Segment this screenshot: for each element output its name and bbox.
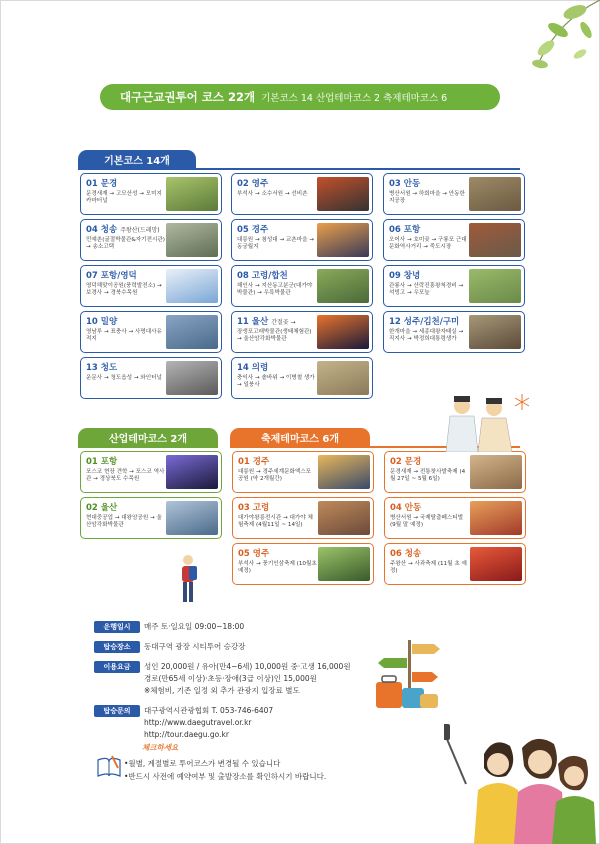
course-photo xyxy=(318,547,370,581)
basic-course-card xyxy=(383,265,525,307)
course-description: 부석사 → 소수서원 → 선비촌 xyxy=(237,191,308,197)
basic-course-card xyxy=(383,219,525,261)
course-title xyxy=(237,223,317,235)
industry-course-card xyxy=(80,497,222,539)
course-photo xyxy=(318,501,370,535)
fare-label: 이용요금 xyxy=(94,661,140,673)
basic-course-card xyxy=(383,173,525,215)
course-title-text: 01 포항 xyxy=(86,457,118,467)
course-description: 민예촌(굴절박물관&자기전시관) → 송소고택 xyxy=(86,237,165,250)
fare-line: ※체험비, 기존 일정 외 추가 관광지 입장료 별도 xyxy=(144,686,300,695)
course-title-text: 01 문경 xyxy=(86,179,118,189)
course-title xyxy=(86,315,166,327)
course-card-text xyxy=(390,501,470,529)
header-banner xyxy=(100,84,500,110)
schedule-text: 매주 토·일요일 09:00~18:00 xyxy=(144,622,245,631)
section-industry-divider xyxy=(78,446,218,448)
course-title-text: 10 밀양 xyxy=(86,317,118,327)
course-card-text xyxy=(86,177,166,205)
course-photo xyxy=(317,177,369,211)
course-photo xyxy=(317,361,369,395)
course-card-text xyxy=(237,223,317,251)
banner-title: 대구근교권투어 코스 22개 xyxy=(120,90,256,104)
leaves-illustration xyxy=(480,0,600,90)
course-photo xyxy=(470,501,522,535)
course-title xyxy=(86,361,166,373)
festival-course-card xyxy=(384,497,526,539)
course-photo xyxy=(470,547,522,581)
course-description: 현대중공업 → 대왕암공원 → 울산암각화박물관 xyxy=(86,515,162,528)
fare-line: 성인 20,000원 / 유아(만4~6세) 10,000원 중·고생 16,000원 xyxy=(144,662,351,671)
course-title-sub: 간절곶 → xyxy=(271,319,296,326)
course-description: 부석사 → 풍기인삼축제 (10월초 예정) xyxy=(238,561,317,574)
course-photo xyxy=(470,455,522,489)
course-description: 영덕해맞이공원(풍력발전소) → 보경사 → 경북수목원 xyxy=(86,283,162,296)
course-description: 병산서원 → 국제탈춤페스티벌 (9월 말 예정) xyxy=(390,515,464,528)
course-title xyxy=(86,501,166,513)
course-description: 주왕산 → 사과축제 (11월 초 예정) xyxy=(390,561,467,574)
contact-url[interactable]: http://www.daegutravel.or.kr xyxy=(144,718,252,727)
course-title xyxy=(86,177,166,189)
industry-course-card xyxy=(80,451,222,493)
course-title xyxy=(237,361,317,373)
course-title xyxy=(237,269,317,281)
boarding-text: 동대구역 광장 시티투어 승강장 xyxy=(144,642,246,651)
course-photo xyxy=(469,177,521,211)
course-card-text xyxy=(237,315,317,343)
festival-course-card xyxy=(384,451,526,493)
course-card-text xyxy=(389,177,469,205)
course-photo xyxy=(166,177,218,211)
contact-line: 대구광역시관광협회 T. 053-746-6407 xyxy=(144,706,274,715)
section-basic-header: 기본코스 14개 xyxy=(78,150,196,168)
course-title-sub: 주왕산(드레망) xyxy=(120,227,160,234)
course-title-text: 14 의령 xyxy=(237,363,269,373)
basic-course-card xyxy=(383,311,525,353)
course-description: 관룡사 → 산락진흥왕척경비 → 석빙고 → 우포늪 xyxy=(389,283,464,296)
course-title xyxy=(237,177,317,189)
course-description: 충익사 → 솥바위 → 이병철 생가 → 일붕사 xyxy=(237,375,315,388)
schedule-label: 운행일시 xyxy=(94,621,140,633)
notes-title: 체크하세요 xyxy=(142,743,179,752)
basic-course-card xyxy=(231,173,373,215)
course-card-text xyxy=(389,223,469,251)
course-description: 포스코 현장 견학 → 포스코 역사관 → 경상북도 수목원 xyxy=(86,469,165,482)
contact-url[interactable]: http://tour.daegu.go.kr xyxy=(144,730,229,739)
course-card-text xyxy=(86,223,166,251)
basic-course-card xyxy=(80,265,222,307)
course-card-text xyxy=(237,361,317,389)
course-card-text xyxy=(86,501,166,529)
course-card-text xyxy=(389,315,469,343)
course-title-text: 06 포항 xyxy=(389,225,421,235)
basic-course-card xyxy=(80,173,222,215)
section-basic-divider xyxy=(78,168,520,170)
course-description: 장생포고래박물관(생태체험관) → 울산암각화박물관 xyxy=(237,329,312,342)
course-card-text xyxy=(86,455,166,483)
course-card-text xyxy=(389,269,469,297)
course-title xyxy=(238,501,318,513)
course-title-text: 04 청송 xyxy=(86,225,118,235)
course-title-text: 09 창녕 xyxy=(389,271,421,281)
festival-course-card xyxy=(232,497,374,539)
basic-course-card xyxy=(231,265,373,307)
course-photo xyxy=(166,223,218,257)
course-title xyxy=(86,269,166,281)
course-card-text xyxy=(390,547,470,575)
course-description: 영남루 → 표충사 → 사명대사유적지 xyxy=(86,329,162,342)
section-industry-header: 산업테마코스 2개 xyxy=(78,428,218,446)
course-title xyxy=(389,223,469,235)
course-description: 문경새재 → 고모산성 → 모미지카마터널 xyxy=(86,191,162,204)
festival-course-card xyxy=(384,543,526,585)
course-description: 한개마을 → 세종대왕자태실 → 직지사 → 박정희대통령생가 xyxy=(389,329,464,342)
course-photo xyxy=(318,455,370,489)
course-title-text: 13 청도 xyxy=(86,363,118,373)
note-line: •월별, 계절별로 투어코스가 변경될 수 있습니다 xyxy=(124,759,281,768)
course-title-text: 03 안동 xyxy=(389,179,421,189)
course-title-text: 02 영주 xyxy=(237,179,269,189)
hiker-illustration xyxy=(176,554,200,606)
course-card-text xyxy=(238,455,318,483)
course-photo xyxy=(469,269,521,303)
course-photo xyxy=(469,223,521,257)
course-description: 대릉원 → 첨성대 → 교촌마을 → 동궁월지 xyxy=(237,237,314,250)
course-photo xyxy=(166,455,218,489)
course-title-text: 06 청송 xyxy=(390,549,422,559)
signpost-luggage-illustration xyxy=(372,636,442,712)
basic-course-card xyxy=(80,357,222,399)
course-title-text: 03 고령 xyxy=(238,503,270,513)
course-photo xyxy=(317,223,369,257)
course-title xyxy=(390,547,470,559)
course-description: 운문사 → 청도읍성 → 와인터널 xyxy=(86,375,162,381)
course-card-text xyxy=(238,547,318,575)
course-photo xyxy=(166,269,218,303)
course-photo xyxy=(317,315,369,349)
course-photo xyxy=(166,315,218,349)
mask-dancers-illustration xyxy=(432,392,532,452)
course-title-text: 04 안동 xyxy=(390,503,422,513)
selfie-friends-illustration xyxy=(444,724,600,844)
course-title-text: 02 문경 xyxy=(390,457,422,467)
course-description: 병산서원 → 하회마을 → 안동한지공장 xyxy=(389,191,465,204)
course-title xyxy=(237,315,317,327)
course-description: 대릉원 → 경주세계문화엑스포 공원 (약 2개월간) xyxy=(238,469,312,482)
course-title-text: 12 성주/김천/구미 xyxy=(389,317,460,327)
course-title-text: 05 경주 xyxy=(237,225,269,235)
course-title-text: 08 고령/합천 xyxy=(237,271,288,281)
course-card-text xyxy=(86,269,166,297)
course-title xyxy=(390,501,470,513)
course-card-text xyxy=(390,455,470,483)
course-title xyxy=(390,455,470,467)
course-card-text xyxy=(237,177,317,198)
note-line: •반드시 사전에 예약여부 및 출발장소를 확인하시기 바랍니다. xyxy=(124,772,327,781)
course-title-text: 07 포항/영덕 xyxy=(86,271,137,281)
basic-course-card xyxy=(80,311,222,353)
course-title-text: 01 경주 xyxy=(238,457,270,467)
basic-course-card xyxy=(80,219,222,261)
course-title-text: 11 울산 xyxy=(237,317,269,327)
course-title-text: 05 영주 xyxy=(238,549,270,559)
course-title xyxy=(86,455,166,467)
course-title xyxy=(389,315,469,327)
course-title xyxy=(389,177,469,189)
fare-line: 경로(만65세 이상)·초등·장애(3급 이상)인 15,000원 xyxy=(144,674,317,683)
course-description: 문경새재 → 전통찻사발축제 (4월 27일 ~ 5월 6일) xyxy=(390,469,466,482)
course-description: 오어사 → 호미곶 → 구룡포 근대문화역사거리 → 죽도시장 xyxy=(389,237,467,250)
course-photo xyxy=(317,269,369,303)
course-description: 해인사 → 지산동고분군(대가야 박물관) → 우륵박물관 xyxy=(237,283,313,296)
section-festival-header: 축제테마코스 6개 xyxy=(230,428,370,446)
festival-course-card xyxy=(232,543,374,585)
basic-course-card xyxy=(231,357,373,399)
course-title-text: 02 울산 xyxy=(86,503,118,513)
course-title xyxy=(86,223,166,235)
course-description: 대가야왕릉전시관 → 대가야 체험축제 (4월11일 ~ 14일) xyxy=(238,515,313,528)
basic-course-card xyxy=(231,311,373,353)
course-title xyxy=(238,547,318,559)
course-card-text xyxy=(86,315,166,343)
book-pencil-icon xyxy=(96,754,122,778)
course-card-text xyxy=(237,269,317,297)
festival-course-card xyxy=(232,451,374,493)
course-title xyxy=(389,269,469,281)
contact-label: 탑승문의 xyxy=(94,705,140,717)
course-card-text xyxy=(238,501,318,529)
course-title xyxy=(238,455,318,467)
boarding-label: 탑승장소 xyxy=(94,641,140,653)
course-photo xyxy=(166,361,218,395)
course-card-text xyxy=(86,361,166,382)
basic-course-card xyxy=(231,219,373,261)
banner-subtitle: 기본코스 14 산업테마코스 2 축제테마코스 6 xyxy=(261,93,448,104)
course-photo xyxy=(166,501,218,535)
course-photo xyxy=(469,315,521,349)
